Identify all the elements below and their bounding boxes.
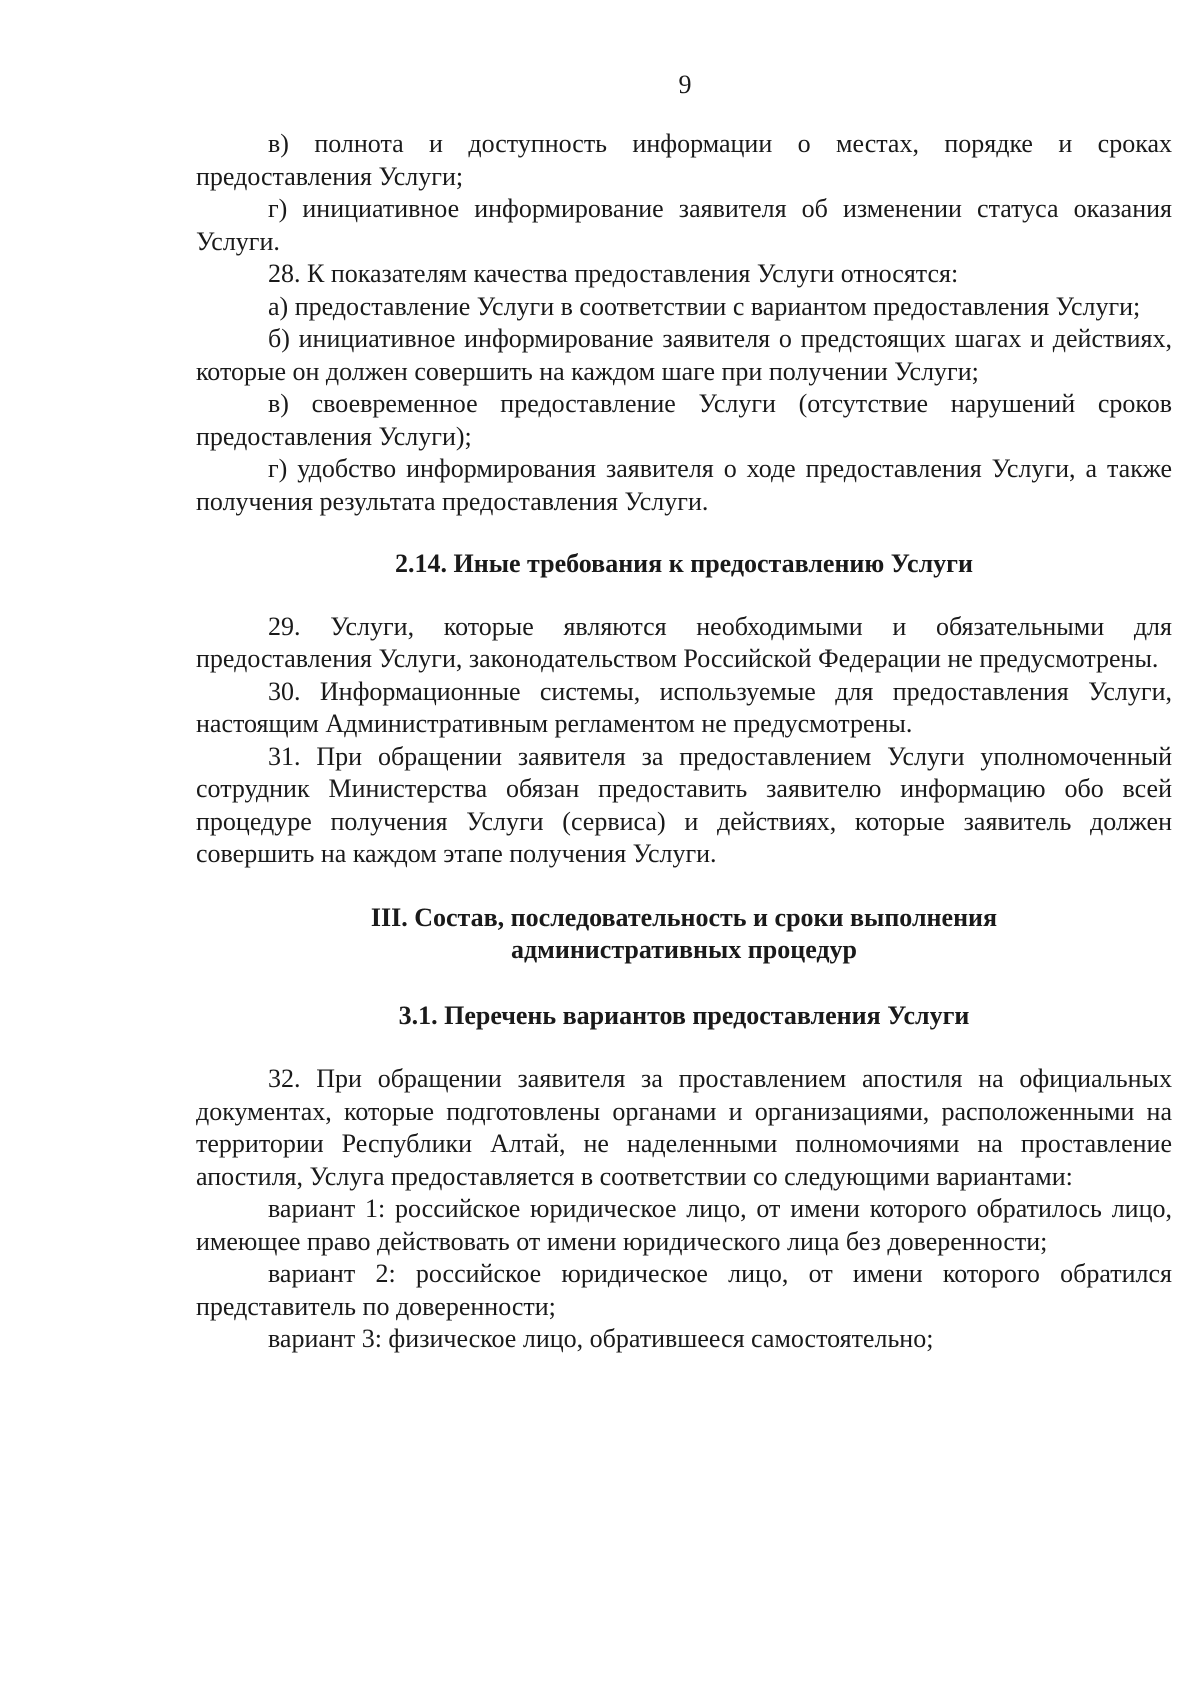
document-body bbox=[196, 128, 1172, 1356]
paragraph: вариант 3: физическое лицо, обратившееся самостоятельно; bbox=[268, 1324, 934, 1353]
chapter-heading-line: III. Состав, последовательность и сроки выполнения bbox=[370, 902, 998, 932]
paragraph: в) полнота и доступность информации о местах, порядке и сроках предоставления Услуги; bbox=[196, 129, 1172, 191]
paragraph: г) инициативное информирование заявителя об изменении статуса оказания Услуги. bbox=[196, 194, 1172, 256]
paragraph: а) предоставление Услуги в соответствии с вариантом предоставления Услуги; bbox=[268, 291, 1141, 321]
paragraph: вариант 1: российское юридическое лицо, от имени которого обратилось лицо, имеющее право действовать от имени юридического лица без доверенности; bbox=[196, 1194, 1172, 1256]
chapter-heading-3 bbox=[196, 902, 1172, 967]
paragraph: 30. Информационные системы, используемые для предоставления Услуги, настоящим Административным регламентом не предусмотрены. bbox=[196, 676, 1172, 738]
page-number: 9 bbox=[678, 70, 692, 99]
paragraph: 29. Услуги, которые являются необходимыми и обязательными для предоставления Услуги, законодательством Российской Федерации не предусмотрены. bbox=[196, 611, 1172, 673]
paragraph: вариант 2: российское юридическое лицо, от имени которого обратился представитель по доверенности; bbox=[196, 1259, 1172, 1321]
paragraph: б) инициативное информирование заявителя о предстоящих шагах и действиях, которые он должен совершить на каждом шаге при получении Услуги; bbox=[196, 324, 1172, 386]
paragraph: г) удобство информирования заявителя о ходе предоставления Услуги, а также получения результата предоставления Услуги. bbox=[196, 454, 1172, 516]
paragraph: 32. При обращении заявителя за проставлением апостиля на официальных документах, которые подготовлены органами и организациями, расположенными на территории Республики Алтай, не наделенными полномочиями на проставление апостиля, Услуга предоставляется в соответствии со следующими вариантами: bbox=[196, 1064, 1172, 1191]
section-heading-2-14: 2.14. Иные требования к предоставлению Услуги bbox=[395, 549, 973, 578]
chapter-heading-line: административных процедур bbox=[510, 935, 858, 964]
section-heading-3-1: 3.1. Перечень вариантов предоставления Услуги bbox=[398, 1000, 970, 1030]
paragraph: в) своевременное предоставление Услуги (отсутствие нарушений сроков предоставления Услуги); bbox=[196, 389, 1172, 451]
paragraph: 31. При обращении заявителя за предоставлением Услуги уполномоченный сотрудник Министерства обязан предоставить заявителю информацию обо всей процедуре получения Услуги (сервиса) и действиях, которые заявитель должен совершить на каждом этапе получения Услуги. bbox=[196, 741, 1172, 868]
paragraph: 28. К показателям качества предоставления Услуги относятся: bbox=[268, 259, 959, 288]
